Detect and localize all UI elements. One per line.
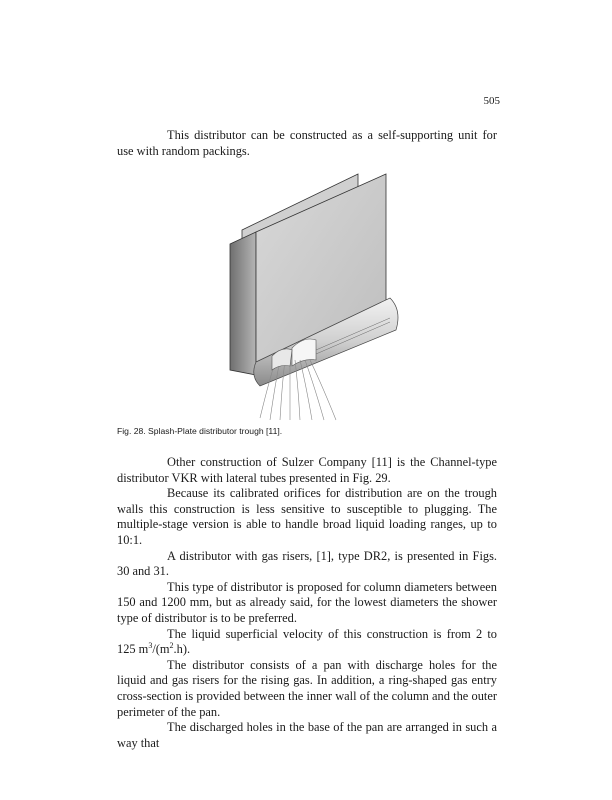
intro-paragraph [117,128,497,159]
paragraph-velocity: The liquid superficial velocity of this construction is from 2 to 125 $m^3/(m^2.h)$. [117,626,497,657]
body-text [117,455,497,751]
paragraph-sulzer: Other construction of Sulzer Company [11] is the Channel-type distributor VKR with lateral tubes presented in Fig. 29. [117,455,497,485]
page-number: 505 [483,95,500,107]
paragraph-orifices: Because its calibrated orifices for distribution are on the trough walls this construction is less sensitive to susceptible to plugging. The multiple-stage version is able to handle broad liquid loading ranges, up to 10:1. [117,486,497,547]
paragraph-column-diameters: This type of distributor is proposed for column diameters between 150 and 1200 mm, but as already said, for the lowest diameters the shower type of distributor is to be preferred. [117,579,497,625]
paragraph-pan: The distributor consists of a pan with discharge holes for the liquid and gas risers for the rising gas. In addition, a ring-shaped gas entry cross-section is provided between the inner wall of the column and the outer perimeter of the pan. [117,657,497,719]
trough-end-panel [230,232,256,375]
paragraph-gas-risers: A distributor with gas risers, [1], type DR2, is presented in Figs. 30 and 31. [117,548,497,579]
splash-plate-trough-figure [220,170,400,430]
figure-caption: Fig. 28. Splash-Plate distributor trough [11]. [117,426,283,436]
paragraph-discharge-holes: The discharged holes in the base of the pan are arranged in such a way that [117,720,497,750]
intro-text: This distributor can be constructed as a self-supporting unit for use with random packings. [117,128,497,158]
